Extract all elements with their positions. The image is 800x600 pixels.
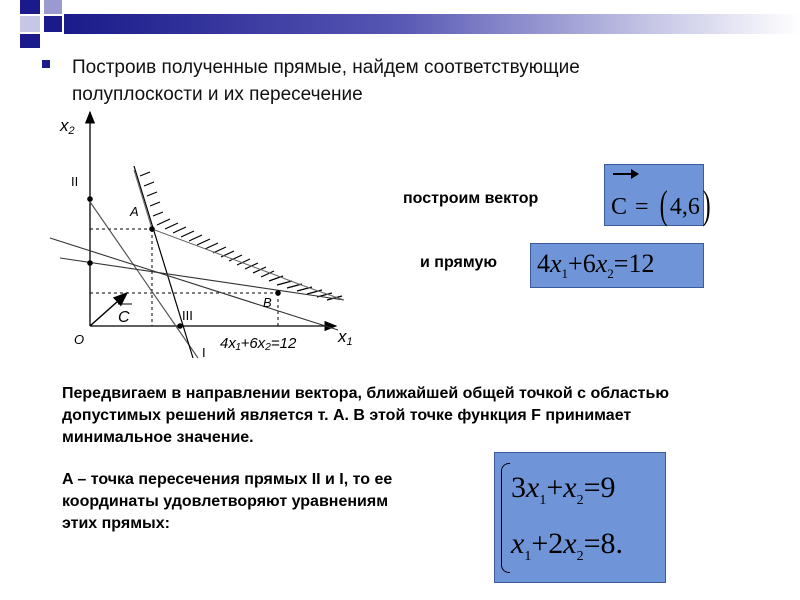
vector-formula-box [604, 164, 711, 227]
point-iii-marker [177, 323, 183, 329]
vector-c-label: C [118, 309, 130, 326]
line-eq-label: 4x₁+6x₂=12 [220, 335, 297, 352]
point-note: A – точка пересечения прямых II и I, то ее координаты удовлетворяют уравнениям этих прямых: [62, 471, 393, 532]
line-iii [50, 238, 338, 330]
sys1-op: + [546, 471, 564, 504]
point-marker [87, 260, 93, 266]
line-formula [537, 249, 654, 282]
origin-label: O [74, 332, 85, 347]
sys1-v2: x [563, 471, 577, 504]
line-ii [88, 199, 198, 358]
main-paragraph: Передвигаем в направлении вектора, ближайшей общей точкой с областью допустимых решений является т. A. В этой точке функция F принимает минимальное значение. [62, 385, 670, 446]
line-label: и прямую [420, 254, 498, 271]
line-formula-box [530, 243, 704, 288]
sys2-v2: x [563, 527, 577, 560]
point-b-label: B [263, 295, 272, 310]
system-eq-1 [511, 471, 616, 509]
sys1-s1: 1 [539, 493, 547, 508]
point-b-marker [275, 290, 281, 296]
sys2-eq: = [583, 527, 601, 560]
sys2-s2: 2 [576, 549, 584, 564]
system-brace [501, 463, 510, 573]
line-s2: 2 [607, 266, 614, 282]
slide-title: Построив полученные прямые, найдем соответствующие полуплоскости и их пересечение [72, 57, 580, 105]
vector-formula [611, 177, 713, 227]
line-objective [60, 258, 344, 300]
line-i [134, 166, 193, 358]
line-s1: 1 [561, 266, 569, 282]
axis-y-label: x2 [60, 116, 75, 137]
vector-paren: ( [659, 182, 668, 227]
vector-label: построим вектор [403, 190, 539, 207]
sys2-op: + [531, 527, 549, 560]
line-op: + [568, 249, 583, 278]
sys2-rhs: 8. [600, 527, 623, 560]
axis-x-label: x1 [338, 327, 353, 348]
point-ii-marker [87, 196, 93, 202]
sys2-s1: 1 [524, 549, 532, 564]
point-a-label: A [130, 204, 139, 219]
sys1-s2: 2 [576, 493, 584, 508]
vector-eq: = [635, 194, 649, 220]
point-a-marker [149, 226, 155, 232]
sys1-rhs: 9 [600, 471, 616, 504]
line-c1: 4 [537, 249, 550, 278]
line-ii-label: II [71, 174, 79, 189]
sys1-c1: 3 [511, 471, 526, 504]
line-i-label: I [202, 345, 206, 360]
sys2-c2: 2 [548, 527, 564, 560]
line-rhs: 12 [628, 249, 655, 278]
vector-paren-close: ) [702, 182, 711, 227]
boundary-curve [134, 170, 344, 300]
line-iii-label: III [182, 308, 193, 323]
line-eq: = [613, 249, 629, 278]
line-v2: x [595, 249, 608, 278]
sys1-eq: = [583, 471, 601, 504]
line-v1: x [550, 249, 562, 278]
sys1-v1: x [526, 471, 540, 504]
vector-value: 4,6 [669, 194, 700, 220]
sys2-v1: x [511, 527, 525, 560]
vector-name: C [611, 194, 628, 220]
system-eq-2 [511, 527, 623, 565]
system-formula-box [494, 452, 666, 583]
line-c2: 6 [582, 249, 596, 278]
